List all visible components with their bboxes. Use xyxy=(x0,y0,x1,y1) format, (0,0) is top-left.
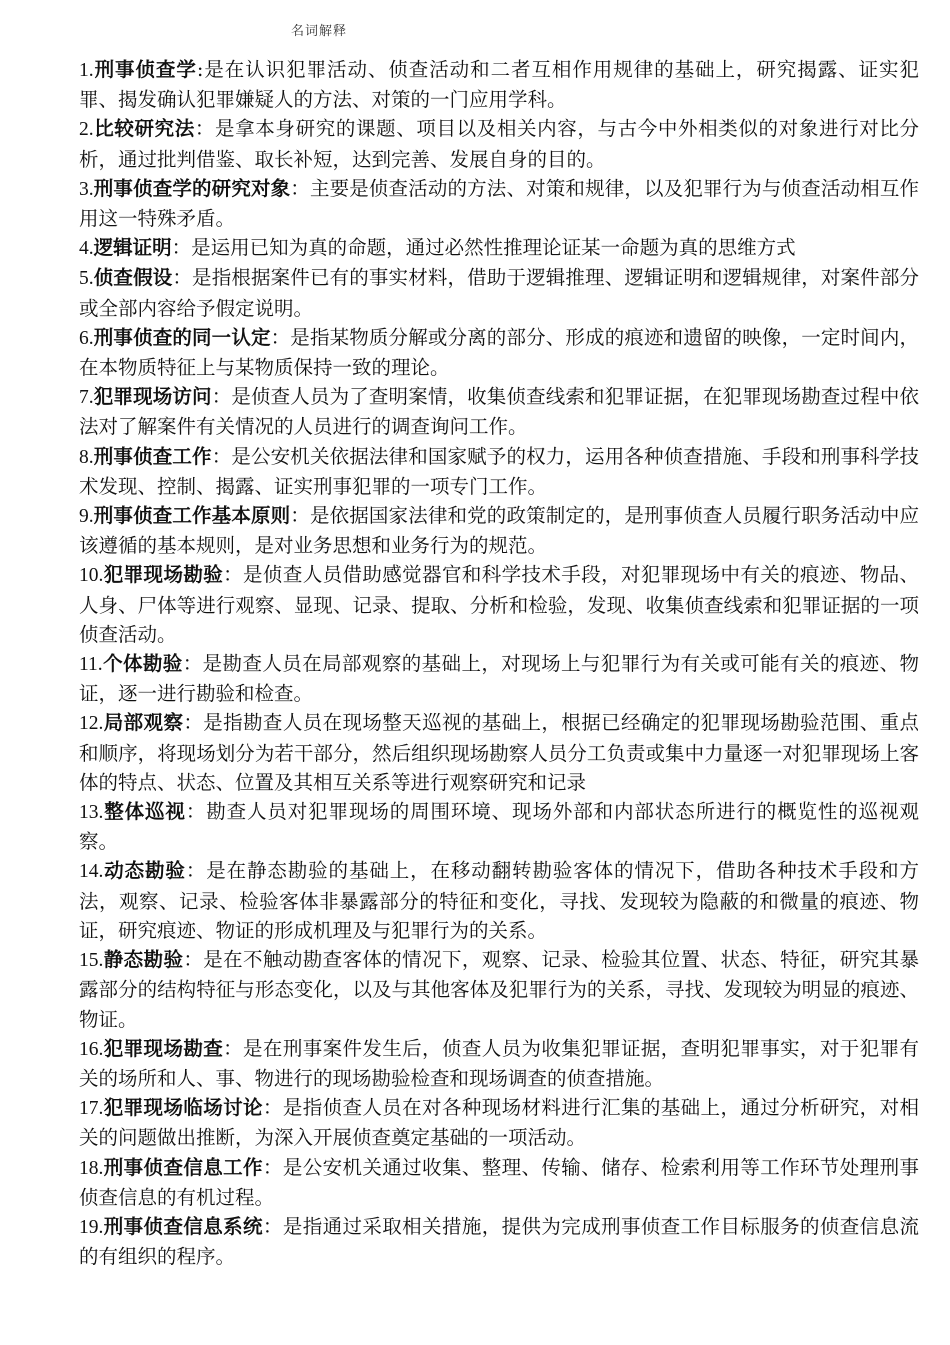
entry-definition: 勘查人员对犯罪现场的周围环境、现场外部和内部状态所进行的概览性的巡视观察。 xyxy=(79,800,919,854)
glossary-entry xyxy=(79,1034,919,1093)
entry-definition: 是拿本身研究的课题、项目以及相关内容，与古今中外相类似的对象进行对比分析，通过批判借鉴、取长补短，达到完善、发展自身的目的。 xyxy=(79,117,919,171)
glossary-entry xyxy=(79,323,919,382)
entry-number: 6. xyxy=(79,327,94,349)
entry-definition: 是指通过采取相关措施，提供为完成刑事侦查工作目标服务的侦查信息流的有组织的程序。 xyxy=(79,1214,919,1269)
glossary-entry xyxy=(79,649,919,708)
entry-term: 犯罪现场勘查 xyxy=(103,1036,224,1060)
glossary-entry xyxy=(79,1212,919,1271)
entry-term: 整体巡视 xyxy=(103,800,186,824)
entry-term: 刑事侦查学的研究对象 xyxy=(93,176,291,200)
entry-definition: 是指根据案件已有的事实材料，借助于逻辑推理、逻辑证明和逻辑规律，对案件部分或全部内容给予假定说明。 xyxy=(79,266,919,320)
entry-term: 静态勘验 xyxy=(103,948,184,972)
glossary-entry xyxy=(79,797,919,856)
entry-term: 个体勘验 xyxy=(102,652,183,676)
glossary-entry xyxy=(79,708,919,797)
entry-separator: ： xyxy=(185,859,207,883)
entry-definition: 主要是侦查活动的方法、对策和规律，以及犯罪行为与侦查活动相互作用这一特殊矛盾。 xyxy=(79,176,919,231)
entry-number: 3. xyxy=(79,178,94,200)
entry-number: 4. xyxy=(79,238,94,260)
entry-definition: 是指勘查人员在现场整天巡视的基础上，根据已经确定的犯罪现场勘验范围、重点和顺序，将现场划分为若干部分，然后组织现场勘察人员分工负责或集中力量逐一对犯罪现场上客体的特点、状态、位置及其相互关系等进行观察研究和记录 xyxy=(79,711,919,794)
entry-term: 刑事侦查信息工作 xyxy=(103,1155,263,1179)
entry-number: 17. xyxy=(79,1098,104,1120)
entry-number: 9. xyxy=(79,506,94,528)
entry-separator: ： xyxy=(172,266,193,290)
entry-separator: ： xyxy=(185,800,207,824)
entry-definition: 是在不触动勘查客体的情况下，观察、记录、检验其位置、状态、特征，研究其暴露部分的结构特征与形态变化，以及与其他客体及犯罪行为的关系，寻找、发现较为明显的痕迹、物证。 xyxy=(79,948,919,1031)
entry-term: 局部观察 xyxy=(103,711,184,735)
entry-term: 犯罪现场临场讨论 xyxy=(103,1096,263,1120)
entry-separator: ： xyxy=(270,325,291,349)
glossary-list xyxy=(79,55,919,1271)
entry-definition: 是运用已知为真的命题，通过必然性推理论证某一命题为真的思维方式 xyxy=(191,236,796,260)
entry-number: 10. xyxy=(79,565,104,587)
glossary-entry xyxy=(79,501,919,560)
glossary-entry xyxy=(79,174,919,233)
entry-term: 犯罪现场访问 xyxy=(93,385,212,409)
entry-term: 犯罪现场勘验 xyxy=(103,563,224,587)
glossary-entry xyxy=(79,55,919,114)
entry-number: 5. xyxy=(79,268,94,290)
entry-number: 13. xyxy=(79,802,104,824)
entry-definition: 是勘查人员在局部观察的基础上，对现场上与犯罪行为有关或可能有关的痕迹、物证，逐一进行勘验和检查。 xyxy=(79,652,919,706)
entry-number: 15. xyxy=(79,950,104,972)
entry-separator: ： xyxy=(211,444,232,468)
entry-definition: 是侦查人员为了查明案情，收集侦查线索和犯罪证据，在犯罪现场勘查过程中依法对了解案件有关情况的人员进行的调查询问工作。 xyxy=(79,385,919,439)
entry-term: 逻辑证明 xyxy=(93,236,172,260)
entry-definition: 是公安机关依据法律和国家赋予的权力，运用各种侦查措施、手段和刑事科学技术发现、控制、揭露、证实刑事犯罪的一项专门工作。 xyxy=(79,444,919,498)
glossary-entry xyxy=(79,1093,919,1152)
entry-separator: ： xyxy=(194,117,216,141)
glossary-entry xyxy=(79,233,919,263)
entry-separator: ： xyxy=(262,1096,283,1120)
entry-definition: 是在静态勘验的基础上，在移动翻转勘验客体的情况下，借助各种技术手段和方法，观察、记录、检验客体非暴露部分的特征和变化，寻找、发现较为隐蔽的和微量的痕迹、物证，研究痕迹、物证的形成机理及与犯罪行为的关系。 xyxy=(79,859,919,942)
entry-definition: 是在认识犯罪活动、侦查活动和二者互相作用规律的基础上，研究揭露、证实犯罪、揭发确认犯罪嫌疑人的方法、对策的一门应用学科。 xyxy=(79,58,919,112)
entry-definition: 是依据国家法律和党的政策制定的，是刑事侦查人员履行职务活动中应该遵循的基本规则，是对业务思想和业务行为的规范。 xyxy=(79,504,919,558)
entry-separator: ： xyxy=(262,1155,283,1179)
entry-number: 1. xyxy=(79,60,94,81)
entry-separator: ： xyxy=(223,1036,244,1060)
page-header: 名词解释 xyxy=(291,24,348,39)
entry-term: 刑事侦查的同一认定 xyxy=(93,325,271,349)
glossary-entry xyxy=(79,560,919,649)
entry-separator: ： xyxy=(211,385,232,409)
entry-separator: ： xyxy=(182,652,203,676)
entry-separator: ： xyxy=(290,504,310,528)
entry-separator: ： xyxy=(223,563,244,587)
entry-definition: 是公安机关通过收集、整理、传输、储存、检索利用等工作环节处理刑事侦查信息的有机过程。 xyxy=(79,1155,919,1209)
entry-number: 7. xyxy=(79,387,94,409)
glossary-entry xyxy=(79,856,919,945)
entry-definition: 是侦查人员借助感觉器官和科学技术手段，对犯罪现场中有关的痕迹、物品、人身、尸体等进行观察、显现、记录、提取、分析和检验，发现、收集侦查线索和犯罪证据的一项侦查活动。 xyxy=(79,563,919,646)
entry-number: 14. xyxy=(79,861,104,883)
entry-number: 11. xyxy=(79,654,103,676)
entry-separator: ： xyxy=(290,176,310,200)
entry-term: 刑事侦查工作 xyxy=(93,444,212,468)
entry-term: 刑事侦查工作基本原则 xyxy=(93,504,291,528)
glossary-entry xyxy=(79,945,919,1034)
glossary-entry xyxy=(79,442,919,501)
entry-separator: ： xyxy=(183,711,204,735)
entry-number: 2. xyxy=(79,119,94,141)
entry-separator: : xyxy=(196,58,204,81)
entry-term: 侦查假设 xyxy=(93,266,173,290)
glossary-entry xyxy=(79,263,919,322)
entry-number: 8. xyxy=(79,446,94,468)
entry-term: 比较研究法 xyxy=(93,117,195,141)
glossary-entry xyxy=(79,114,919,173)
glossary-entry xyxy=(79,382,919,441)
entry-number: 19. xyxy=(79,1216,104,1238)
entry-number: 16. xyxy=(79,1038,104,1060)
entry-separator: ： xyxy=(183,948,204,972)
entry-definition: 是指侦查人员在对各种现场材料进行汇集的基础上，通过分析研究，对相关的问题做出推断，为深入开展侦查奠定基础的一项活动。 xyxy=(79,1096,919,1150)
entry-separator: ： xyxy=(262,1214,283,1238)
entry-term: 刑事侦查学 xyxy=(93,58,197,81)
entry-separator: ： xyxy=(171,236,192,260)
entry-definition: 是指某物质分解或分离的部分、形成的痕迹和遗留的映像，一定时间内，在本物质特征上与某物质保持一致的理论。 xyxy=(79,325,919,380)
entry-term: 动态勘验 xyxy=(103,859,186,883)
entry-number: 18. xyxy=(79,1157,104,1179)
entry-definition: 是在刑事案件发生后，侦查人员为收集犯罪证据，查明犯罪事实，对于犯罪有关的场所和人、事、物进行的现场勘验检查和现场调查的侦查措施。 xyxy=(79,1036,919,1090)
entry-term: 刑事侦查信息系统 xyxy=(103,1214,263,1238)
entry-number: 12. xyxy=(79,713,104,735)
glossary-entry xyxy=(79,1153,919,1212)
